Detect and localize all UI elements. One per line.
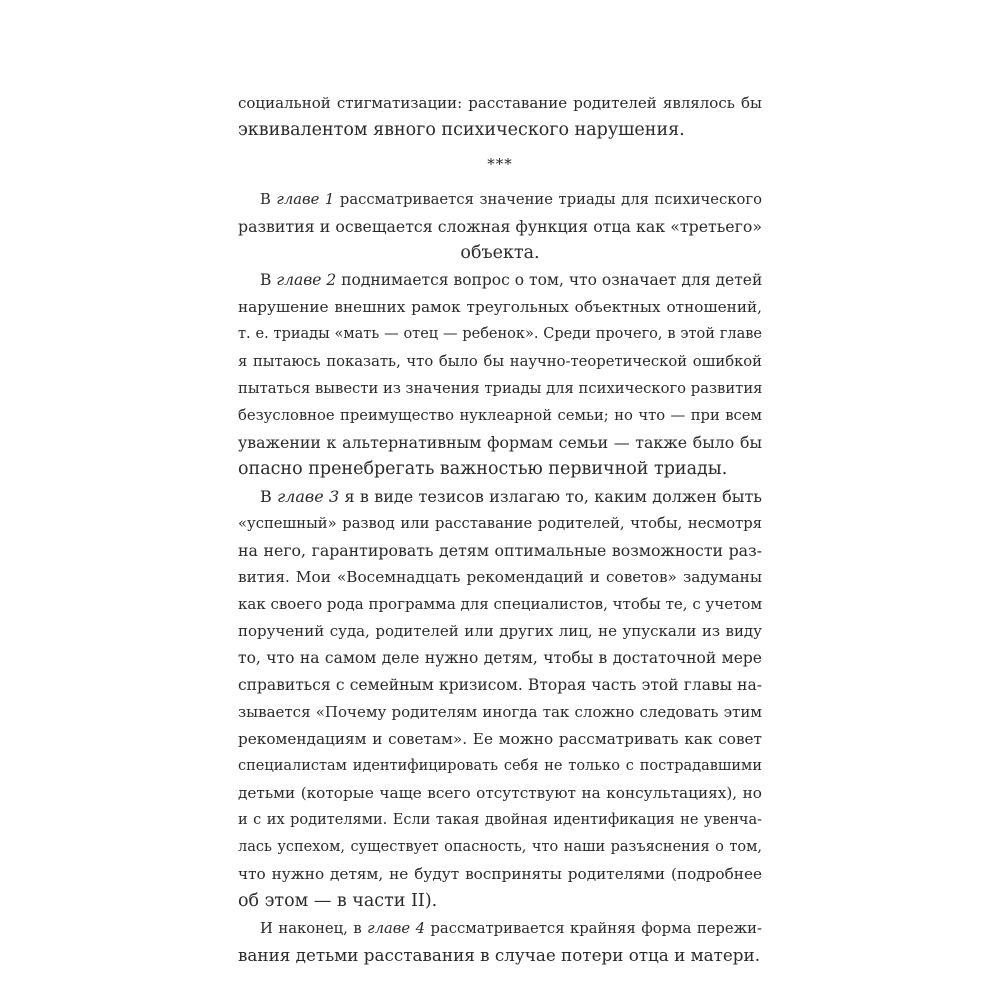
text-line: специалистам идентифицировать себя не только с пострадавшими <box>238 758 762 774</box>
text-line: нарушение внешних рамок треугольных объектных отношений, <box>238 298 762 316</box>
text-line: об этом — в части II). <box>238 891 438 911</box>
text-line: развития и освещается сложная функция отца как «третьего» <box>238 217 762 236</box>
text-fragment: рассматривается крайняя форма пережи- <box>424 920 762 937</box>
intro-paragraph <box>238 90 762 144</box>
text-line: зывается «Почему родителям иногда так сложно следовать этим <box>238 703 762 721</box>
chapter-ref: главе 4 <box>367 920 425 937</box>
text-line: уважении к альтернативным формам семьи — также было бы <box>238 433 762 452</box>
text-fragment: поднимается вопрос о том, что означает для детей <box>336 271 763 289</box>
text-fragment: И наконец, в <box>260 920 368 937</box>
text-fragment: В <box>260 271 277 289</box>
text-fragment: В <box>260 191 277 208</box>
text-line: пытаться вывести из значения триады для психического развития <box>238 380 763 397</box>
text-line <box>238 483 762 510</box>
text-line: детьми (которые чаще всего отсутствуют на консультациях), но <box>238 784 762 802</box>
text-line: поручений суда, родителей или других лиц, не упускали из виду <box>238 622 762 640</box>
text-line <box>238 915 762 942</box>
text-line: вития. Мои «Восемнадцать рекомендаций и советов» задуманы <box>238 568 762 586</box>
text-line: что нужно детям, не будут восприняты родителями (подробнее <box>238 865 762 883</box>
text-line: опасно пренебрегать важностью первичной триады. <box>238 459 728 479</box>
chapter3-paragraph <box>238 483 762 915</box>
text-fragment: В <box>260 487 278 506</box>
text-line: я пытаюсь показать, что было бы научно-теоретической ошибкой <box>238 353 762 370</box>
text-line: безусловное преимущество нуклеарной семьи; но что — при всем <box>238 407 762 424</box>
text-fragment: я в виде тезисов излагаю то, каким должен быть <box>339 487 763 506</box>
text-line: эквивалентом явного психического нарушения. <box>238 120 685 140</box>
text-line: и с их родителями. Если такая двойная идентификация не увенча- <box>238 812 762 828</box>
text-line: вания детьми расставания в случае потери отца и матери. <box>238 945 761 965</box>
text-line: объекта. <box>460 243 540 263</box>
section-separator: *** <box>487 155 513 173</box>
text-line <box>238 267 762 294</box>
chapter-ref: главе 1 <box>276 191 335 208</box>
chapter-ref: главе 3 <box>277 487 340 506</box>
text-line <box>238 186 762 213</box>
chapter4-paragraph <box>238 915 762 969</box>
text-line: социальной стигматизации: расставание родителей являлось бы <box>238 94 762 112</box>
chapter2-paragraph <box>238 267 762 483</box>
text-line: т. е. триады «мать — отец — ребенок». Среди прочего, в этой главе <box>238 326 762 342</box>
text-line: «успешный» развод или расставание родителей, чтобы, несмотря <box>238 515 762 532</box>
text-line: лась успехом, существует опасность, что наши разъяснения о том, <box>238 839 762 855</box>
chapter-ref: главе 2 <box>276 271 337 289</box>
text-line: рекомендациям и советам». Ее можно рассматривать как совет <box>238 730 762 748</box>
page-text <box>238 90 762 969</box>
text-line: то, что на самом деле нужно детям, чтобы в достаточной мере <box>238 649 762 667</box>
text-fragment: рассматривается значение триады для психического <box>334 191 762 208</box>
chapter1-paragraph <box>238 186 762 267</box>
text-line: на него, гарантировать детям оптимальные возможности раз- <box>238 541 762 560</box>
text-line: справиться с семейным кризисом. Вторая часть этой главы на- <box>238 676 762 694</box>
text-line: как своего рода программа для специалистов, чтобы те, с учетом <box>238 595 763 613</box>
